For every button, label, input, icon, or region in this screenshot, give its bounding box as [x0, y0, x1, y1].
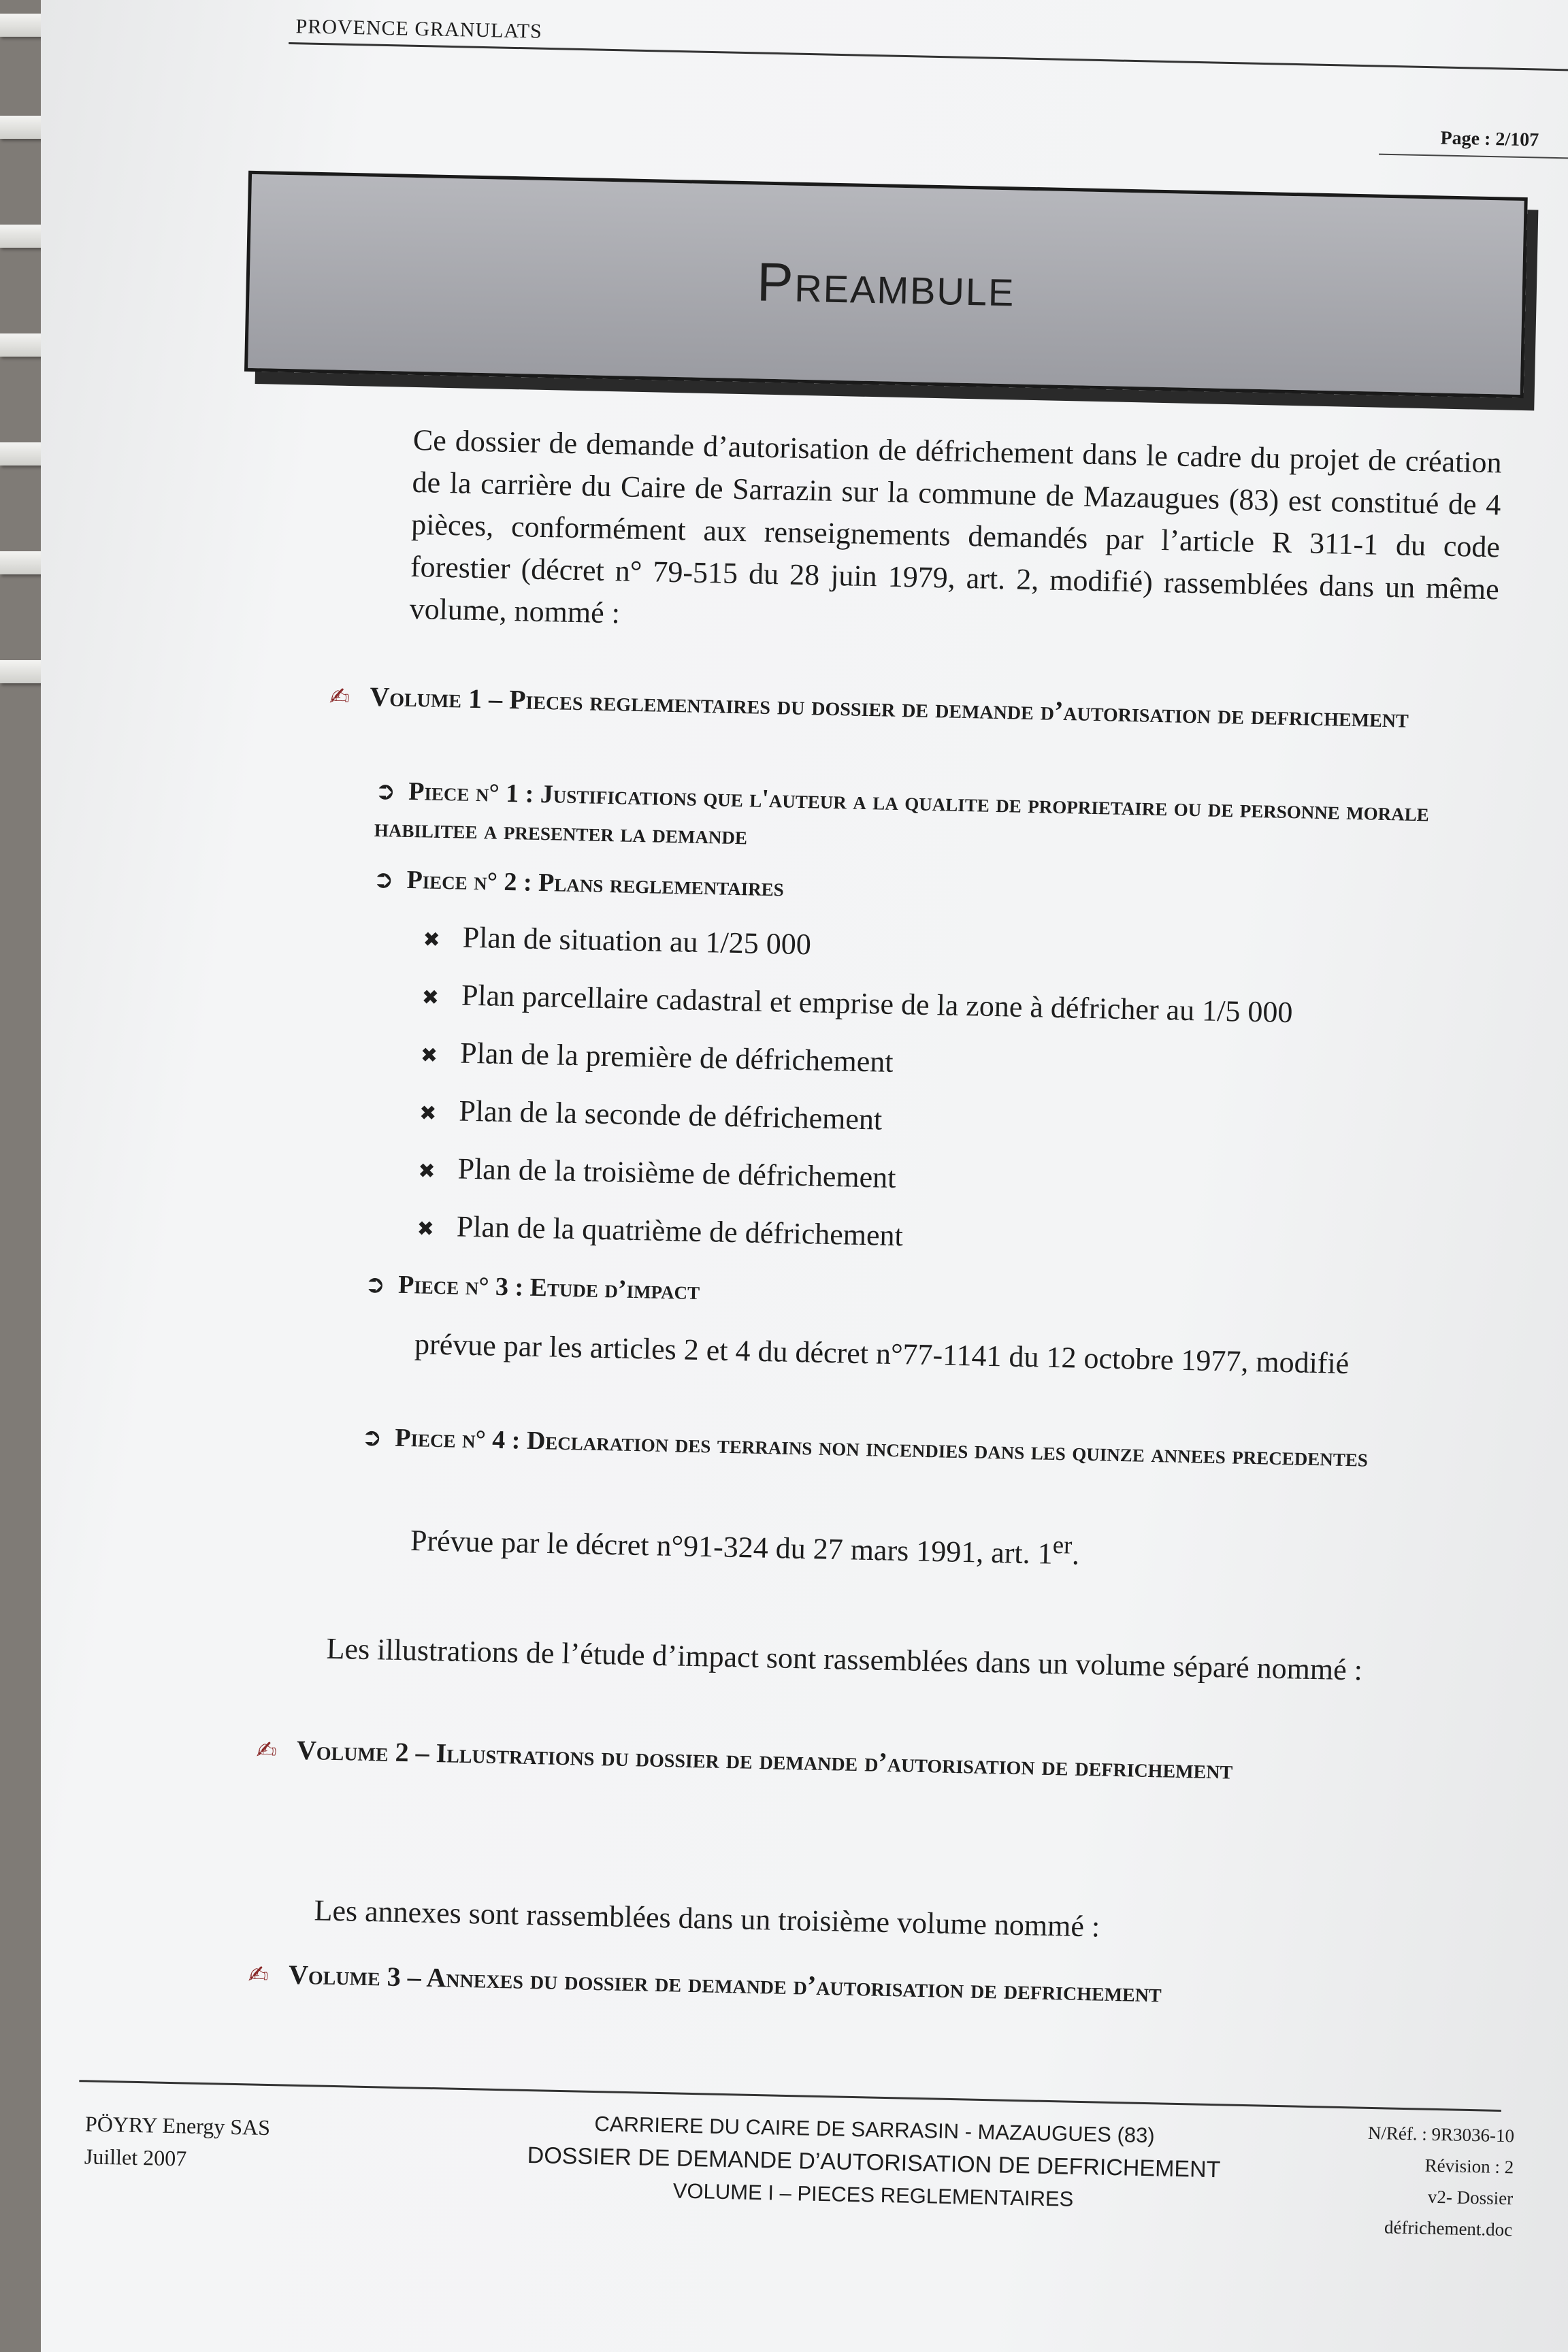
- volume-1-heading: [329, 676, 1493, 741]
- footer-reference: N/Réf. : 9R3036-10: [1367, 2122, 1515, 2146]
- arrow-right-icon: ➲: [374, 777, 396, 806]
- title-banner: [244, 171, 1528, 398]
- company-header: PROVENCE GRANULATS: [295, 15, 543, 43]
- volume-3-title: Volume 3 – Annexes du dossier de demande d’autorisation de defrichement: [288, 1959, 1162, 2008]
- arrow-right-icon: ➲: [364, 1270, 386, 1299]
- cross-icon: ✖: [418, 1159, 436, 1183]
- list-item: ✖ Plan de la troisième de défrichement: [418, 1152, 896, 1195]
- footer-line: CARRIERE DU CAIRE DE SARRASIN - MAZAUGUES (83): [594, 2112, 1156, 2148]
- list-item: ✖ Plan de la première de défrichement: [420, 1036, 894, 1079]
- page-number: Page : 2/107: [1440, 127, 1539, 151]
- page-title: Preambule: [756, 250, 1016, 317]
- pen-hand-icon: ✍: [256, 1736, 278, 1765]
- list-item: ✖ Plan de situation au 1/25 000: [423, 920, 812, 962]
- pen-hand-icon: ✍: [329, 683, 350, 712]
- footer-company: PÖYRY Energy SAS: [84, 2111, 271, 2140]
- arrow-right-icon: ➲: [372, 865, 394, 894]
- volume-2-title: Volume 2 – Illustrations du dossier de demande d’autorisation de defrichement: [296, 1734, 1233, 1785]
- page-number-rule: [1379, 154, 1568, 159]
- list-item: ✖ Plan de la quatrième de défrichement: [416, 1209, 904, 1253]
- piece-3: [364, 1266, 1481, 1326]
- list-item: ✖ Plan de la seconde de défrichement: [419, 1094, 883, 1137]
- footer-line: DOSSIER DE DEMANDE D’AUTORISATION DE DEFRICHEMENT: [527, 2142, 1221, 2183]
- footer-line: VOLUME I – PIECES REGLEMENTAIRES: [672, 2178, 1074, 2211]
- footer-date: Juillet 2007: [84, 2144, 187, 2171]
- cross-icon: ✖: [421, 985, 440, 1010]
- piece-4-text: Prévue par le décret n°91-324 du 27 mars 1991, art. 1er.: [410, 1523, 1080, 1571]
- piece-1-title: Piece n° 1 : Justifications que l'auteur a la qualite de proprietaire ou de personne morale habilitee a presenter la demande: [374, 777, 1430, 851]
- page-content: [84, 14, 1568, 2260]
- piece-2: [373, 861, 1490, 921]
- volume-1-title: Volume 1 – Pieces reglementaires du dossier de demande d’autorisation de defrichement: [370, 681, 1409, 734]
- illustrations-paragraph: Les illustrations de l’étude d’impact sont rassemblées dans un volume séparé nommé :: [326, 1631, 1363, 1687]
- piece-4: [361, 1419, 1478, 1480]
- list-item: ✖ Plan parcellaire cadastral et emprise de la zone à défricher au 1/5 000: [421, 978, 1293, 1030]
- footer-left: [84, 2107, 271, 2176]
- piece-3-title: Piece n° 3 : Etude d’impact: [397, 1270, 700, 1306]
- cross-icon: ✖: [419, 1101, 437, 1126]
- footer-filename: v2- Dossier défrichement.doc: [1384, 2186, 1514, 2240]
- volume-2-heading: [256, 1730, 1471, 1796]
- header-rule: [289, 42, 1568, 71]
- piece-2-title: Piece n° 2 : Plans reglementaires: [406, 865, 785, 902]
- piece-1: [374, 772, 1491, 870]
- pen-hand-icon: ✍: [248, 1961, 270, 1989]
- document-page: [41, 0, 1568, 2352]
- piece-3-text: prévue par les articles 2 et 4 du décret n°77-1141 du 12 octobre 1977, modifié: [414, 1327, 1350, 1381]
- footer-center: [492, 2106, 1256, 2219]
- footer-right: [1294, 2116, 1515, 2246]
- footer-rule: [79, 2080, 1501, 2112]
- arrow-right-icon: ➲: [361, 1423, 382, 1452]
- intro-paragraph: Ce dossier de demande d’autorisation de défrichement dans le cadre du projet de création de la carrière du Caire de Sarrazin sur la commune de Mazaugues (83) est constitué de 4 pièces, conformément aux renseignements demandés par l’article R 311-1 du code forestier (décret n° 79-515 du 28 juin 1979, art. 2, modifié) rassemblées dans un même volume, nommé :: [409, 423, 1503, 630]
- annexes-paragraph: Les annexes sont rassemblées dans un troisième volume nommé :: [314, 1893, 1100, 1944]
- footer-revision: Révision : 2: [1424, 2155, 1514, 2178]
- piece-4-title: Piece n° 4 : Declaration des terrains non incendies dans les quinze annees precedentes: [394, 1423, 1369, 1473]
- volume-3-heading: [248, 1954, 1467, 2020]
- cross-icon: ✖: [416, 1217, 435, 1241]
- cross-icon: ✖: [423, 928, 441, 952]
- cross-icon: ✖: [420, 1043, 438, 1068]
